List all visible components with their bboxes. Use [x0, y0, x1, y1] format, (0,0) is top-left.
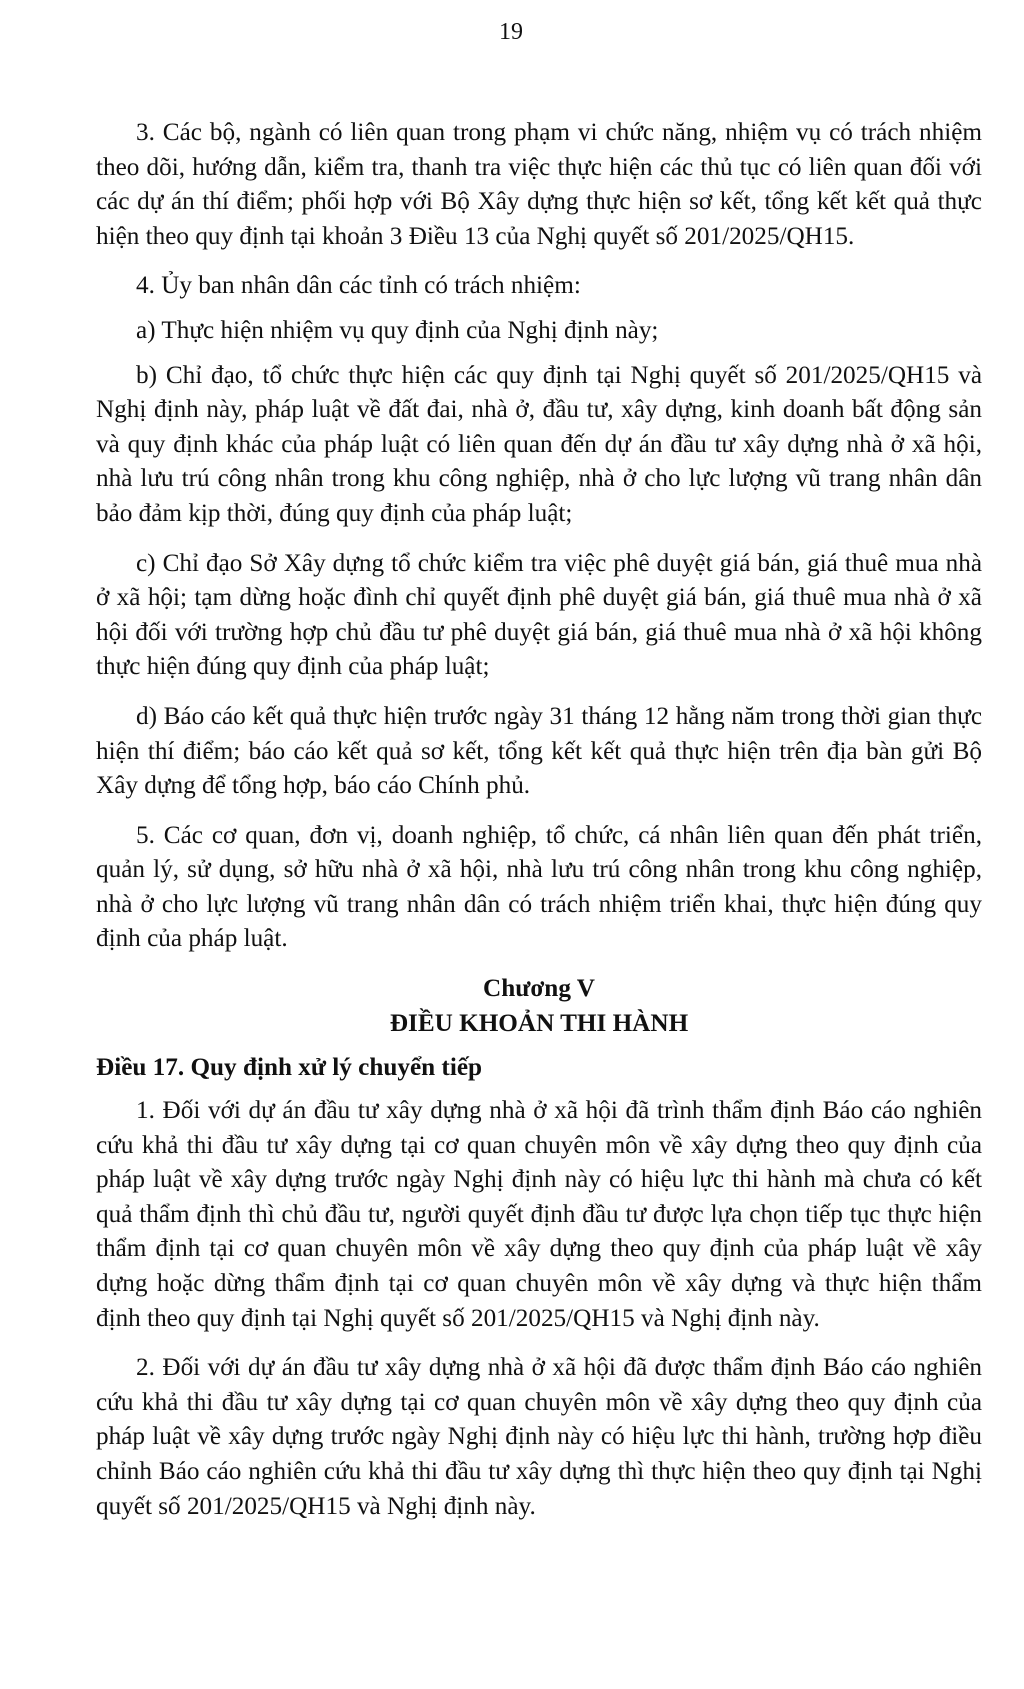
- paragraph-item-5: 5. Các cơ quan, đơn vị, doanh nghiệp, tổ chức, cá nhân liên quan đến phát triển, quản lý, sử dụng, sở hữu nhà ở xã hội, nhà lưu trú công nhân trong khu công nghiệp, nhà ở cho lực lượng vũ trang nhân dân có trách nhiệm triển khai, thực hiện đúng quy định của pháp luật.: [96, 821, 982, 953]
- article-title: Điều 17. Quy định xử lý chuyển tiếp: [96, 1054, 483, 1082]
- chapter-title: ĐIỀU KHOẢN THI HÀNH: [389, 1010, 689, 1038]
- article-paragraph-1: 1. Đối với dự án đầu tư xây dựng nhà ở xã hội đã trình thẩm định Báo cáo nghiên cứu khả thi đầu tư xây dựng tại cơ quan chuyên môn về xây dựng theo quy định của pháp luật về xây dựng trước ngày Nghị định này có hiệu lực thi hành mà chưa có kết quả thẩm định thì chủ đầu tư, người quyết định đầu tư được lựa chọn tiếp tục thực hiện thẩm định tại cơ quan chuyên môn về xây dựng theo quy định của pháp luật về xây dựng hoặc dừng thẩm định tại cơ quan chuyên môn về xây dựng và thực hiện thẩm định theo quy định tại Nghị quyết số 201/2025/QH15 và Nghị định này.: [96, 1097, 982, 1332]
- paragraph-item-4c: c) Chỉ đạo Sở Xây dựng tổ chức kiểm tra việc phê duyệt giá bán, giá thuê mua nhà ở xã hội; tạm dừng hoặc đình chỉ quyết định phê duyệt giá bán, giá thuê mua nhà ở xã hội đối với trường hợp chủ đầu tư phê duyệt giá bán, giá thuê mua nhà ở xã hội không thực hiện đúng quy định của pháp luật;: [96, 549, 982, 681]
- chapter-label: Chương V: [483, 975, 595, 1003]
- paragraph-item-4a: a) Thực hiện nhiệm vụ quy định của Nghị định này;: [136, 316, 659, 344]
- paragraph-item-3: 3. Các bộ, ngành có liên quan trong phạm vi chức năng, nhiệm vụ có trách nhiệm theo dõi, hướng dẫn, kiểm tra, thanh tra việc thực hiện các thủ tục có liên quan đối với các dự án thí điểm; phối hợp với Bộ Xây dựng thực hiện sơ kết, tổng kết kết quả thực hiện theo quy định tại khoản 3 Điều 13 của Nghị quyết số 201/2025/QH15.: [96, 119, 982, 250]
- page-number: 19: [499, 19, 523, 45]
- paragraph-item-4: 4. Ủy ban nhân dân các tỉnh có trách nhiệm:: [136, 272, 581, 300]
- paragraph-item-4d: d) Báo cáo kết quả thực hiện trước ngày 31 tháng 12 hằng năm trong thời gian thực hiện thí điểm; báo cáo kết quả sơ kết, tổng kết kết quả thực hiện trên địa bàn gửi Bộ Xây dựng để tổng hợp, báo cáo Chính phủ.: [96, 702, 982, 800]
- article-paragraph-2: 2. Đối với dự án đầu tư xây dựng nhà ở xã hội đã được thẩm định Báo cáo nghiên cứu khả thi đầu tư xây dựng tại cơ quan chuyên môn về xây dựng theo quy định của pháp luật về xây dựng trước ngày Nghị định này có hiệu lực thi hành, trường hợp điều chỉnh Báo cáo nghiên cứu khả thi đầu tư xây dựng thì thực hiện theo quy định tại Nghị quyết số 201/2025/QH15 và Nghị định này.: [96, 1354, 982, 1520]
- paragraph-item-4b: b) Chỉ đạo, tổ chức thực hiện các quy định tại Nghị quyết số 201/2025/QH15 và Nghị định này, pháp luật về đất đai, nhà ở, đầu tư, xây dựng, kinh doanh bất động sản và quy định khác của pháp luật có liên quan đến dự án đầu tư xây dựng nhà ở xã hội, nhà lưu trú công nhân trong khu công nghiệp, nhà ở cho lực lượng vũ trang nhân dân bảo đảm kịp thời, đúng quy định của pháp luật;: [96, 361, 982, 527]
